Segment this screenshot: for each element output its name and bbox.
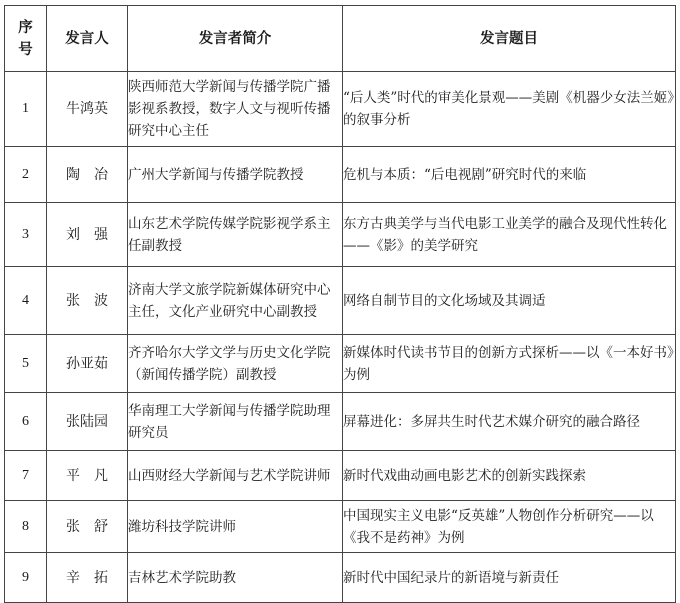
speaker-name: 牛鸿英 — [47, 72, 128, 147]
talk-topic: 屏幕进化：多屏共生时代艺术媒介研究的融合路径 — [343, 393, 676, 451]
table-row — [5, 553, 676, 603]
talk-topic: 东方古典美学与当代电影工业美学的融合及现代性转化——《影》的美学研究 — [343, 203, 676, 267]
speaker-bio: 山东艺术学院传媒学院影视学系主任副教授 — [128, 203, 343, 267]
talk-topic: 中国现实主义电影“反英雄”人物创作分析研究——以《我不是药神》为例 — [343, 501, 676, 553]
table-row — [5, 451, 676, 501]
speaker-schedule-table — [4, 5, 676, 603]
header-row — [5, 6, 676, 72]
speaker-name: 张 舒 — [47, 501, 128, 553]
header-topic: 发言题目 — [343, 6, 676, 72]
table-row — [5, 335, 676, 393]
speaker-bio: 吉林艺术学院助教 — [128, 553, 343, 603]
speaker-name: 孙亚茹 — [47, 335, 128, 393]
table-row — [5, 147, 676, 203]
speaker-bio: 山西财经大学新闻与艺术学院讲师 — [128, 451, 343, 501]
speaker-bio: 广州大学新闻与传播学院教授 — [128, 147, 343, 203]
row-number: 6 — [5, 393, 47, 451]
talk-topic: 新时代中国纪录片的新语境与新责任 — [343, 553, 676, 603]
speaker-name: 平 凡 — [47, 451, 128, 501]
table-row — [5, 393, 676, 451]
speaker-bio: 华南理工大学新闻与传播学院助理研究员 — [128, 393, 343, 451]
talk-topic: 新媒体时代读书节目的创新方式探析——以《一本好书》为例 — [343, 335, 676, 393]
speaker-name: 刘 强 — [47, 203, 128, 267]
header-bio: 发言者简介 — [128, 6, 343, 72]
table-row — [5, 501, 676, 553]
row-number: 7 — [5, 451, 47, 501]
row-number: 3 — [5, 203, 47, 267]
speaker-bio: 济南大学文旅学院新媒体研究中心主任，文化产业研究中心副教授 — [128, 267, 343, 335]
row-number: 8 — [5, 501, 47, 553]
table-row — [5, 72, 676, 147]
talk-topic: 新时代戏曲动画电影艺术的创新实践探索 — [343, 451, 676, 501]
row-number: 9 — [5, 553, 47, 603]
row-number: 4 — [5, 267, 47, 335]
row-number: 1 — [5, 72, 47, 147]
table-row — [5, 203, 676, 267]
talk-topic: 网络自制节目的文化场域及其调适 — [343, 267, 676, 335]
speaker-bio: 陕西师范大学新闻与传播学院广播影视系教授，数字人文与视听传播研究中心主任 — [128, 72, 343, 147]
header-speaker: 发言人 — [47, 6, 128, 72]
header-number: 序 号 — [5, 6, 47, 72]
table-row — [5, 267, 676, 335]
speaker-bio: 齐齐哈尔大学文学与历史文化学院（新闻传播学院）副教授 — [128, 335, 343, 393]
speaker-name: 辛 拓 — [47, 553, 128, 603]
speaker-name: 陶 冶 — [47, 147, 128, 203]
row-number: 5 — [5, 335, 47, 393]
speaker-name: 张陆园 — [47, 393, 128, 451]
speaker-name: 张 波 — [47, 267, 128, 335]
row-number: 2 — [5, 147, 47, 203]
talk-topic: 危机与本质：“后电视剧”研究时代的来临 — [343, 147, 676, 203]
talk-topic: “后人类”时代的审美化景观——美剧《机器少女法兰姬》的叙事分析 — [343, 72, 676, 147]
speaker-bio: 潍坊科技学院讲师 — [128, 501, 343, 553]
